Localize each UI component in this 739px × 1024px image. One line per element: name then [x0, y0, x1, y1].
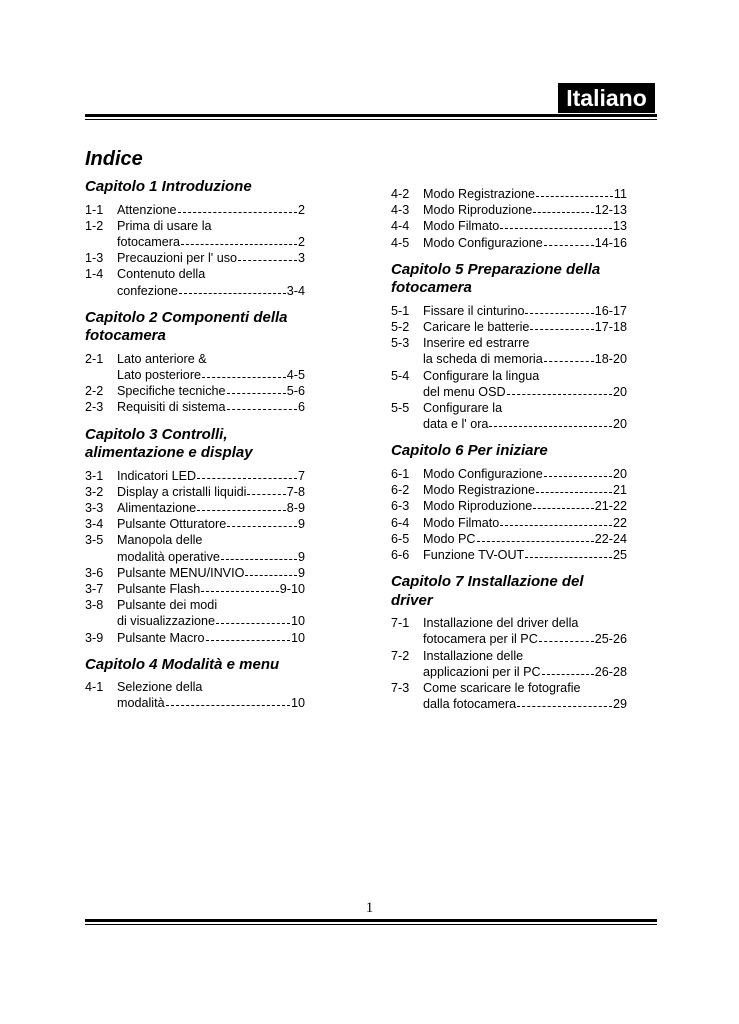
toc-entry-number: 2-1 — [85, 351, 104, 366]
toc-entry-page[interactable]: 21 — [612, 483, 627, 498]
dot-leader — [539, 641, 594, 642]
toc-entry[interactable] — [391, 615, 627, 647]
toc-entry-number: 3-2 — [85, 484, 104, 499]
toc-entry-line — [85, 266, 305, 282]
dot-leader — [227, 526, 297, 527]
toc-entry-title[interactable]: Selezione della — [117, 680, 203, 695]
toc-entry[interactable] — [85, 597, 305, 629]
toc-entry-line — [85, 565, 305, 581]
toc-entry-line — [85, 532, 305, 548]
toc-entry-line — [391, 202, 627, 218]
toc-entry[interactable] — [85, 532, 305, 564]
toc-entry-page[interactable]: 26-28 — [594, 664, 627, 679]
toc-entry[interactable] — [85, 266, 305, 298]
toc-entry-line — [391, 235, 627, 251]
toc-entry-number: 7-2 — [391, 648, 410, 663]
toc-entry-line — [391, 631, 627, 647]
dot-leader — [530, 329, 593, 330]
toc-entry-number: 3-4 — [85, 517, 104, 532]
toc-column-left — [85, 178, 305, 712]
chapter-heading — [391, 442, 627, 461]
toc-entry-line — [391, 498, 627, 514]
toc-entry[interactable] — [391, 515, 627, 531]
toc-entry[interactable] — [391, 319, 627, 335]
toc-entry-number: 3-7 — [85, 581, 104, 596]
toc-entry-title[interactable]: Modo Riproduzione — [423, 203, 533, 218]
dot-leader — [216, 623, 290, 624]
toc-entry-title[interactable]: Fissare il cinturino — [423, 303, 525, 318]
toc-entry-title[interactable]: dalla fotocamera — [423, 697, 517, 712]
chapter-heading-line: fotocamera — [391, 279, 472, 297]
chapter-heading-line: Capitolo 3 Controlli, — [85, 425, 228, 443]
toc-entry-title[interactable]: la scheda di memoria — [423, 352, 543, 367]
toc-entry-title[interactable]: Indicatori LED — [117, 468, 197, 483]
toc-entry-page[interactable]: 3 — [297, 251, 305, 266]
toc-entry-page[interactable]: 5-6 — [286, 384, 305, 399]
toc-entry-page[interactable]: 25 — [612, 547, 627, 562]
toc-entry-title[interactable]: Modo Filmato — [423, 219, 500, 234]
chapter-heading-line: Capitolo 2 Componenti della — [85, 308, 288, 326]
toc-entry-number: 7-3 — [391, 680, 410, 695]
dot-leader — [202, 377, 286, 378]
toc-entry[interactable] — [391, 531, 627, 547]
toc-entry-title[interactable]: Caricare le batterie — [423, 320, 530, 335]
chapter-heading-line: Capitolo 6 Per iniziare — [391, 442, 548, 460]
toc-entry-number: 4-3 — [391, 203, 410, 218]
toc-entry-number: 4-1 — [85, 680, 104, 695]
toc-entry-title[interactable]: Funzione TV-OUT — [423, 547, 525, 562]
toc-entry-title[interactable]: fotocamera per il PC — [423, 632, 538, 647]
toc-entry-number: 3-8 — [85, 598, 104, 613]
dot-leader — [533, 212, 594, 213]
toc-entry-line — [391, 615, 627, 631]
toc-entry-page[interactable]: 2 — [297, 202, 305, 217]
footer-rule — [85, 919, 657, 922]
toc-entry-number: 4-5 — [391, 235, 410, 250]
dot-leader — [179, 293, 286, 294]
chapter-heading-line: Capitolo 7 Installazione del driver — [391, 573, 584, 609]
toc-entry-number: 1-3 — [85, 251, 104, 266]
toc-entry-line — [391, 515, 627, 531]
toc-entry-title[interactable]: Configurare la — [423, 401, 503, 416]
toc-entry-number: 6-6 — [391, 547, 410, 562]
toc-entry[interactable] — [85, 351, 305, 383]
toc-entry-page[interactable]: 20 — [612, 384, 627, 399]
page-title: Indice — [85, 148, 143, 170]
toc-entry-title[interactable]: Installazione delle — [423, 648, 524, 663]
toc-entry-page[interactable]: 29 — [612, 697, 627, 712]
toc-entry-number: 5-3 — [391, 336, 410, 351]
toc-entry-title[interactable]: Pulsante dei modi — [117, 598, 218, 613]
toc-entry-page[interactable]: 12-13 — [594, 203, 627, 218]
toc-entry-line — [391, 303, 627, 319]
toc-entry[interactable] — [391, 680, 627, 712]
toc-entry-page[interactable]: 9-10 — [279, 581, 305, 596]
toc-entry-page[interactable]: 8-9 — [286, 500, 305, 515]
toc-entry-page[interactable]: 20 — [612, 417, 627, 432]
toc-entry-title[interactable]: Contenuto della — [117, 267, 206, 282]
toc-entry-title[interactable]: Modo Riproduzione — [423, 499, 533, 514]
dot-leader — [477, 541, 594, 542]
toc-entry-number: 3-5 — [85, 533, 104, 548]
dot-leader — [227, 393, 286, 394]
toc-entry-line — [85, 630, 305, 646]
toc-entry-number: 6-4 — [391, 515, 410, 530]
toc-entry-title[interactable]: Lato anteriore & — [117, 351, 207, 366]
toc-entry-number: 2-2 — [85, 384, 104, 399]
toc-entry-number: 4-2 — [391, 187, 410, 201]
toc-entry-title[interactable]: Pulsante Macro — [117, 630, 205, 645]
toc-entry-page[interactable]: 20 — [612, 466, 627, 481]
toc-entry-page[interactable]: 3-4 — [286, 283, 305, 298]
toc-entry-number: 1-1 — [85, 202, 104, 217]
toc-entry-page[interactable]: 2 — [297, 234, 305, 249]
toc-entry[interactable] — [391, 335, 627, 367]
toc-entry-number: 3-3 — [85, 500, 104, 515]
toc-entry-title[interactable]: Modo PC — [423, 531, 476, 546]
dot-leader — [227, 409, 297, 410]
dot-leader — [166, 705, 290, 706]
toc-entry-line — [85, 367, 305, 383]
toc-entry-number: 5-1 — [391, 303, 410, 318]
toc-entry-page[interactable]: 4-5 — [286, 367, 305, 382]
dot-leader — [500, 525, 612, 526]
toc-entry-page[interactable]: 10 — [290, 614, 305, 629]
toc-entry-page[interactable]: 10 — [290, 696, 305, 711]
toc-entry-line — [391, 482, 627, 498]
chapter-heading — [85, 656, 305, 675]
toc-entry-number: 3-9 — [85, 630, 104, 645]
toc-entry-page[interactable]: 9 — [297, 549, 305, 564]
toc-entry-line — [85, 383, 305, 399]
toc-entry-line — [85, 202, 305, 218]
footer-rule-thin — [85, 924, 657, 925]
toc-entry-title[interactable]: Modo Filmato — [423, 515, 500, 530]
dot-leader — [536, 196, 613, 197]
toc-entry-number: 6-1 — [391, 466, 410, 481]
chapter-heading — [85, 309, 305, 346]
toc-entry-number: 3-1 — [85, 468, 104, 483]
toc-entry-title[interactable]: Pulsante Flash — [117, 581, 201, 596]
toc-entry-line — [391, 218, 627, 234]
toc-entry-title[interactable]: Specifiche tecniche — [117, 384, 226, 399]
dot-leader — [178, 212, 297, 213]
toc-entry-title[interactable]: Modo Configurazione — [423, 235, 543, 250]
toc-entry-line — [391, 416, 627, 432]
toc-entry-page[interactable]: 7-8 — [286, 484, 305, 499]
toc-entry[interactable] — [85, 679, 305, 711]
toc-entry-page[interactable]: 13 — [612, 219, 627, 234]
toc-entry-page[interactable]: 10 — [290, 630, 305, 645]
toc-entry[interactable] — [85, 516, 305, 532]
toc-entry-line — [85, 549, 305, 565]
dot-leader — [544, 476, 612, 477]
toc-entry-title[interactable]: Prima di usare la — [117, 218, 212, 233]
toc-entry-number: 2-3 — [85, 400, 104, 415]
toc-entry-title[interactable]: Manopola delle — [117, 533, 203, 548]
toc-entry-title[interactable]: modalità operative — [117, 549, 220, 564]
toc-entry-number: 6-3 — [391, 499, 410, 514]
toc-entry-number: 6-2 — [391, 483, 410, 498]
toc-entry-title[interactable]: Alimentazione — [117, 500, 197, 515]
toc-entry-line — [85, 399, 305, 415]
toc-entry-title[interactable]: Installazione del driver della — [423, 616, 579, 631]
page-number: 1 — [365, 900, 374, 916]
toc-entry-line — [391, 531, 627, 547]
toc-entry[interactable] — [85, 218, 305, 250]
toc-entry-page[interactable]: 6 — [297, 400, 305, 415]
toc-entry-title[interactable]: fotocamera — [117, 234, 180, 249]
toc-entry-line — [85, 234, 305, 250]
toc-entry[interactable] — [85, 581, 305, 597]
toc-entry-page[interactable]: 7 — [297, 468, 305, 483]
toc-entry-number: 3-6 — [85, 565, 104, 580]
toc-entry-line — [85, 500, 305, 516]
toc-entry-line — [85, 516, 305, 532]
chapter-heading — [391, 573, 627, 610]
chapter-heading — [391, 261, 627, 298]
toc-entry-title[interactable]: Attenzione — [117, 202, 177, 217]
toc-entry[interactable] — [85, 500, 305, 516]
toc-entry-page[interactable]: 22-24 — [594, 531, 627, 546]
toc-entry-line — [85, 468, 305, 484]
toc-entry-page[interactable]: 22 — [612, 515, 627, 530]
dot-leader — [517, 706, 612, 707]
chapter-heading-line: fotocamera — [85, 327, 166, 345]
toc-entry-line — [391, 648, 627, 664]
toc-entry[interactable] — [391, 186, 627, 202]
toc-entry-title[interactable]: Inserire ed estrarre — [423, 336, 530, 351]
chapter-heading-line: Capitolo 1 Introduzione — [85, 178, 252, 195]
toc-entry-number: 1-4 — [85, 267, 104, 282]
toc-entry[interactable] — [391, 648, 627, 680]
toc-entry[interactable] — [391, 235, 627, 251]
toc-entry-line — [391, 664, 627, 680]
dot-leader — [201, 591, 278, 592]
toc-entry-title[interactable]: Requisiti di sistema — [117, 400, 226, 415]
toc-entry-line — [85, 351, 305, 367]
dot-leader — [525, 313, 593, 314]
toc-entry-page[interactable]: 18-20 — [594, 352, 627, 367]
toc-entry-page[interactable]: 14-16 — [594, 235, 627, 250]
toc-entry-page[interactable]: 16-17 — [594, 303, 627, 318]
toc-entry-title[interactable]: data e l' ora — [423, 417, 489, 432]
toc-entry-number: 6-5 — [391, 531, 410, 546]
toc-entry-line — [391, 547, 627, 563]
toc-entry[interactable] — [85, 202, 305, 218]
dot-leader — [245, 575, 297, 576]
dot-leader — [197, 510, 286, 511]
toc-entry-title[interactable]: Modo Registrazione — [423, 187, 536, 201]
toc-entry-number: 5-2 — [391, 320, 410, 335]
toc-entry-page[interactable]: 11 — [613, 187, 627, 201]
toc-entry[interactable] — [391, 547, 627, 563]
toc-entry[interactable] — [391, 368, 627, 400]
dot-leader — [206, 640, 290, 641]
chapter-heading-line: Capitolo 4 Modalità e menu — [85, 655, 280, 673]
toc-entry-line — [85, 250, 305, 266]
dot-leader — [489, 426, 612, 427]
header-rule-thin — [85, 119, 657, 120]
dot-leader — [247, 494, 285, 495]
toc-entry-title[interactable]: modalità — [117, 696, 165, 711]
dot-leader — [221, 559, 297, 560]
dot-leader — [507, 394, 612, 395]
dot-leader — [238, 260, 297, 261]
chapter-heading — [85, 426, 305, 463]
dot-leader — [544, 245, 594, 246]
toc-entry-title[interactable]: Modo Configurazione — [423, 466, 543, 481]
toc-entry-number: 4-4 — [391, 219, 410, 234]
toc-entry-line — [391, 368, 627, 384]
dot-leader — [542, 674, 594, 675]
toc-entry-line — [391, 351, 627, 367]
toc-entry-page[interactable]: 21-22 — [594, 499, 627, 514]
toc-entry[interactable] — [85, 484, 305, 500]
toc-entry[interactable] — [85, 468, 305, 484]
toc-entry-number: 5-5 — [391, 401, 410, 416]
dot-leader — [500, 228, 612, 229]
toc-entry-number: 5-4 — [391, 368, 410, 383]
toc-entry-line — [391, 186, 627, 202]
dot-leader — [533, 508, 594, 509]
toc-entry-line — [391, 466, 627, 482]
toc-entry-number: 1-2 — [85, 218, 104, 233]
toc-entry[interactable] — [391, 498, 627, 514]
toc-entry-line — [85, 218, 305, 234]
dot-leader — [525, 557, 612, 558]
dot-leader — [536, 492, 612, 493]
toc-entry-page[interactable]: 25-26 — [594, 632, 627, 647]
toc-entry-title[interactable]: confezione — [117, 283, 178, 298]
chapter-heading-line: Capitolo 5 Preparazione della — [391, 260, 601, 278]
toc-entry-line — [391, 680, 627, 696]
dot-leader — [197, 478, 297, 479]
toc-entry[interactable] — [391, 482, 627, 498]
toc-entry[interactable] — [391, 466, 627, 482]
toc-entry-line — [85, 679, 305, 695]
toc-entry-title[interactable]: Come scaricare le fotografie — [423, 680, 581, 695]
toc-entry-page[interactable]: 17-18 — [594, 320, 627, 335]
toc-entry[interactable] — [391, 400, 627, 432]
chapter-heading — [85, 178, 305, 197]
toc-entry-title[interactable]: di visualizzazione — [117, 614, 216, 629]
dot-leader — [181, 244, 297, 245]
toc-entry-line — [85, 613, 305, 629]
toc-entry-line — [391, 335, 627, 351]
language-label: Italiano — [558, 83, 655, 113]
toc-entry[interactable] — [85, 250, 305, 266]
toc-entry-title[interactable]: del menu OSD — [423, 384, 506, 399]
toc-entry-line — [391, 384, 627, 400]
toc-entry-title[interactable]: applicazioni per il PC — [423, 664, 541, 679]
toc-entry-title[interactable]: Display a cristalli liquidi — [117, 484, 247, 499]
toc-entry-title[interactable]: Configurare la lingua — [423, 368, 540, 383]
toc-entry-title[interactable]: Pulsante MENU/INVIO — [117, 565, 245, 580]
toc-entry-line — [85, 581, 305, 597]
chapter-heading-line: alimentazione e display — [85, 444, 253, 462]
toc-column-right — [391, 186, 627, 712]
toc-entry[interactable] — [85, 565, 305, 581]
toc-entry-line — [391, 400, 627, 416]
toc-entry-line — [85, 695, 305, 711]
toc-entry-title[interactable]: Pulsante Otturatore — [117, 517, 227, 532]
toc-entry-page[interactable]: 9 — [297, 565, 305, 580]
toc-entry-line — [85, 597, 305, 613]
toc-entry-title[interactable]: Lato posteriore — [117, 367, 202, 382]
toc-entry-title[interactable]: Precauzioni per l' uso — [117, 251, 238, 266]
toc-entry-page[interactable]: 9 — [297, 517, 305, 532]
toc-entry[interactable] — [85, 383, 305, 399]
toc-entry[interactable] — [391, 303, 627, 319]
toc-entry[interactable] — [391, 202, 627, 218]
toc-entry-line — [85, 484, 305, 500]
toc-entry[interactable] — [85, 399, 305, 415]
toc-entry-number: 7-1 — [391, 616, 410, 631]
toc-entry-line — [85, 283, 305, 299]
dot-leader — [544, 361, 594, 362]
toc-entry[interactable] — [85, 630, 305, 646]
toc-entry-line — [391, 319, 627, 335]
toc-entry[interactable] — [391, 218, 627, 234]
toc-entry-title[interactable]: Modo Registrazione — [423, 483, 536, 498]
header-rule — [85, 114, 657, 117]
toc-entry-line — [391, 696, 627, 712]
